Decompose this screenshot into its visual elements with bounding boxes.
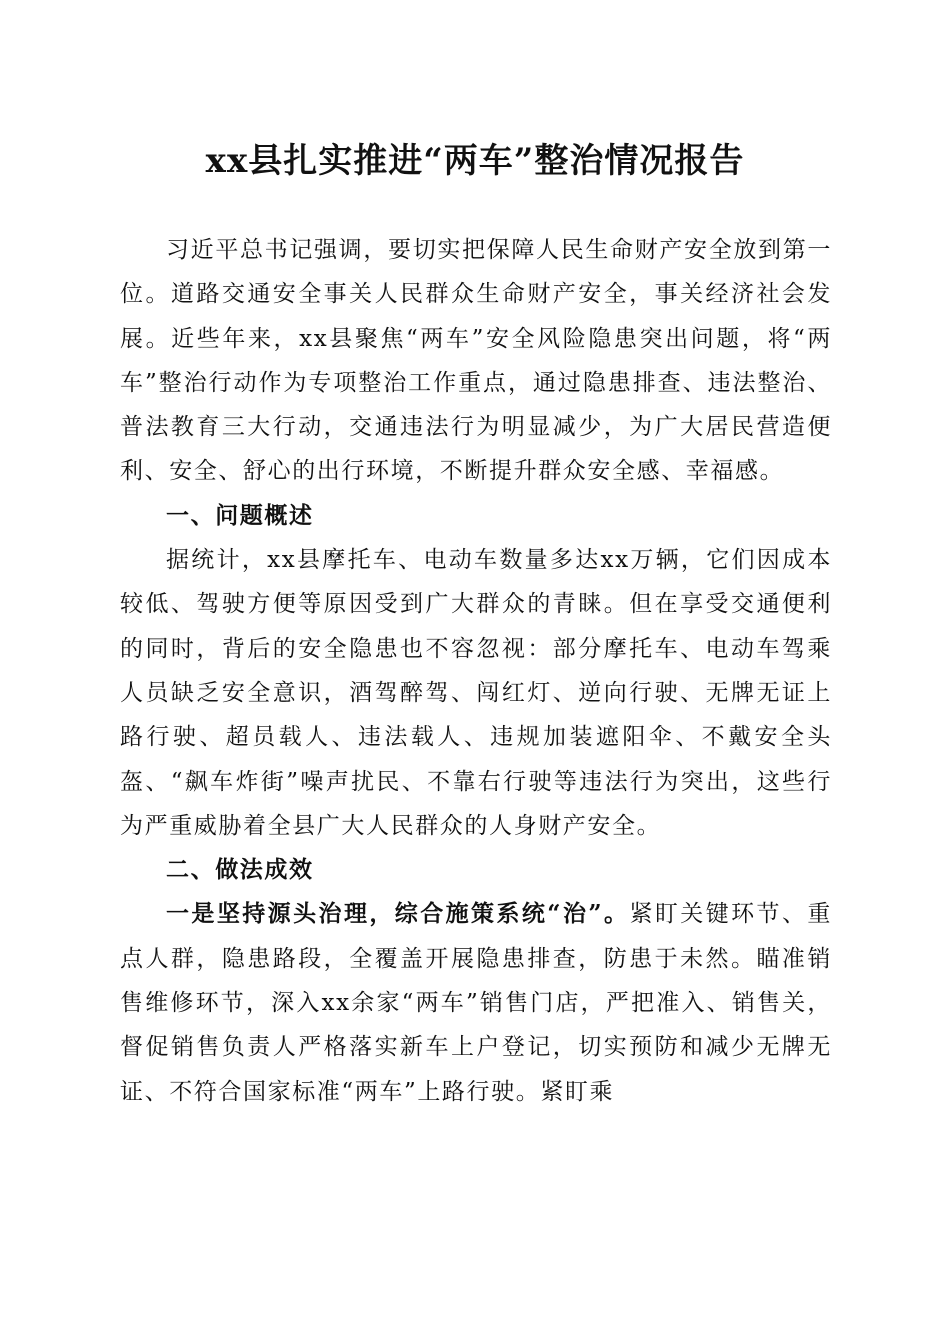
measures-paragraph xyxy=(120,892,832,1113)
section-heading-measures-results: 二、做法成效 xyxy=(166,857,314,884)
measures-paragraph-text: 紧盯关键环节、重点人群，隐患路段，全覆盖开展隐患排查，防患于未然。瞄准销售维修环节，深入xx余家“两车”销售门店，严把准入、销售关，督促销售负责人严格落实新车上户登记，切实预防和减少无牌无证、不符合国家标准“两车”上路行驶。紧盯乘 xyxy=(120,901,832,1105)
document-title: xx县扎实推进“两车”整治情况报告 xyxy=(205,141,745,181)
section-heading-problem-overview: 一、问题概述 xyxy=(166,502,314,529)
problem-overview-paragraph: 据统计，xx县摩托车、电动车数量多达xx万辆，它们因成本较低、驾驶方便等原因受到广大群众的青睐。但在享受交通便利的同时，背后的安全隐患也不容忽视：部分摩托车、电动车驾乘人员缺乏安全意识，酒驾醉驾、闯红灯、逆向行驶、无牌无证上路行驶、超员载人、违法载人、违规加装遮阳伞、不戴安全头盔、“飙车炸街”噪声扰民、不靠右行驶等违法行为突出，这些行为严重威胁着全县广大人民群众的人身财产安全。 xyxy=(120,547,832,839)
intro-paragraph: 习近平总书记强调，要切实把保障人民生命财产安全放到第一位。道路交通安全事关人民群众生命财产安全，事关经济社会发展。近些年来，xx县聚焦“两车”安全风险隐患突出问题，将“两车”整治行动作为专项整治工作重点，通过隐患排查、违法整治、普法教育三大行动，交通违法行为明显减少，为广大居民营造便利、安全、舒心的出行环境，不断提升群众安全感、幸福感。 xyxy=(120,237,832,485)
measures-lead-sentence: 一是坚持源头治理，综合施策系统“治”。 xyxy=(166,900,630,928)
document-body xyxy=(120,228,832,1114)
